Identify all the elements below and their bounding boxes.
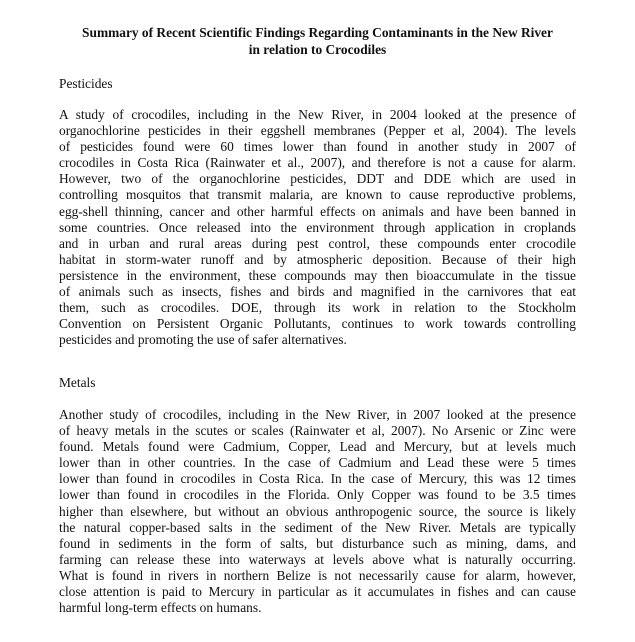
text-line: of heavy metals in the scutes or scales (Rainwater et al, 2007). No Arsenic or Zinc were [59, 423, 576, 439]
section-heading-metals: Metals [59, 375, 96, 390]
text-line: pesticides and promoting the use of safer alternatives. [59, 332, 347, 348]
text-line: A study of crocodiles, including in the New River, in 2004 looked at the presence of [59, 107, 576, 122]
text-line: egg-shell thinning, cancer and other harmful effects on animals and have been banned in [59, 203, 576, 219]
text-line: lower than found in crocodiles in the Florida. Only Copper was found to be 3.5 times [59, 487, 576, 503]
text-line: of animals such as insects, fishes and birds and magnified in the carnivores that eat [59, 284, 576, 300]
text-line: harmful long-term effects on humans. [59, 600, 262, 616]
paragraph-pesticides [59, 107, 576, 348]
title-line: Summary of Recent Scientific Findings Regarding Contaminants in the New River [82, 25, 553, 40]
section-heading-pesticides: Pesticides [59, 76, 113, 91]
text-line: close attention is paid to Mercury in particular as it accumulates in fishes and can cause [59, 584, 576, 600]
document-title [40, 24, 595, 58]
text-line: higher than elsewhere, but without an obvious anthropogenic source, the source is likely [59, 503, 576, 519]
text-line: them, such as crocodiles. DOE, through its work in relation to the Stockholm [59, 300, 576, 316]
text-line: persistence in the environment, these compounds may then bioaccumulate in the tissue [59, 267, 576, 283]
text-line: Another study of crocodiles, including in the New River, in 2007 looked at the presence [59, 407, 576, 422]
paragraph-metals [59, 407, 576, 616]
text-line: farming can release these into waterways at levels above what is naturally occurring. [59, 551, 576, 567]
text-line: Convention on Persistent Organic Pollutants, continues to work towards controlling [59, 316, 576, 332]
text-line: lower than in other countries. In the case of Cadmium and Lead these were 5 times [59, 455, 576, 471]
text-line: found. Metals found were Cadmium, Copper, Lead and Mercury, but at levels much [59, 439, 576, 455]
text-line: habitat in storm-water runoff and by atmospheric deposition. Because of their high [59, 251, 576, 267]
text-line: What is found in rivers in northern Belize is not necessarily cause for alarm, however, [59, 567, 576, 583]
title-line: in relation to Crocodiles [248, 42, 387, 57]
text-line: the natural copper-based salts in the sediment of the New River. Metals are typically [59, 519, 576, 535]
text-line: However, two of the organochlorine pesticides, DDT and DDE which are used in [59, 171, 576, 187]
text-line: some countries. Once released into the environment through application in croplands [59, 219, 576, 235]
text-line: and in urban and rural areas during pest control, these compounds enter crocodile [59, 235, 576, 251]
text-line: controlling mosquitos that transmit malaria, are known to cause reproductive problems, [59, 187, 576, 203]
text-line: of pesticides found were 60 times lower than found in another study in 2007 of [59, 139, 576, 155]
text-line: crocodiles in Costa Rica (Rainwater et al., 2007), and therefore is not a cause for alarm. [59, 155, 576, 171]
text-line: organochlorine pesticides in their eggshell membranes (Pepper et al, 2004). The levels [59, 123, 576, 139]
text-line: found in sediments in the form of salts, but disturbance such as mining, dams, and [59, 535, 576, 551]
text-line: lower than found in crocodiles in Costa Rica. In the case of Mercury, this was 12 times [59, 471, 576, 487]
